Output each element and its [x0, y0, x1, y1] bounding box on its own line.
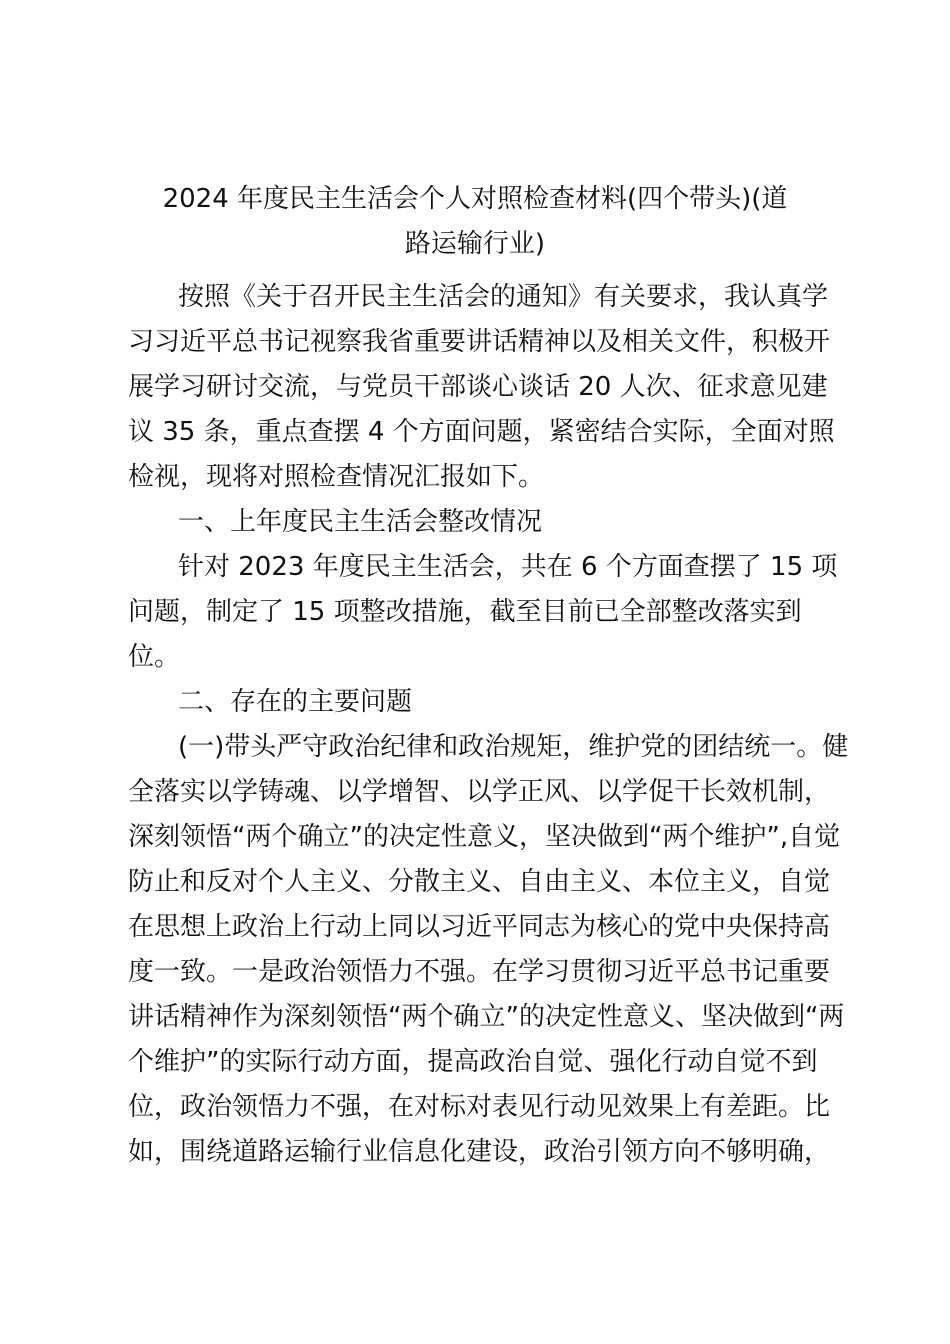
intro-paragraph-line-5: 检视，现将对照检查情况汇报如下。	[128, 462, 545, 492]
document-title-line-2: 路运输行业)	[404, 229, 546, 259]
document-title-line-1: 2024 年度民主生活会个人对照检查材料(四个带头)(道	[162, 184, 788, 214]
section-2-line-4: 防止和反对个人主义、分散主义、自由主义、本位主义，自觉	[128, 867, 831, 897]
section-1-line-2: 问题，制定了 15 项整改措施，截至目前已全部整改落实到	[128, 597, 802, 627]
intro-paragraph-line-3: 展学习研讨交流，与党员干部谈心谈话 20 人次、征求意见建	[128, 372, 828, 402]
section-1-heading: 一、上年度民主生活会整改情况	[178, 507, 543, 537]
section-2-line-10: 如，围绕道路运输行业信息化建设，政治引领方向不够明确，	[128, 1137, 831, 1167]
section-2-heading: 二、存在的主要问题	[178, 687, 413, 717]
section-2-line-5: 在思想上政治上行动上同以习近平同志为核心的党中央保持高	[128, 912, 831, 942]
section-2-line-3: 深刻领悟“两个确立”的决定性意义，坚决做到“两个维护”,自觉	[128, 822, 841, 852]
section-1-line-1: 针对 2023 年度民主生活会，共在 6 个方面查摆了 15 项	[178, 552, 838, 582]
intro-paragraph-line-1: 按照《关于召开民主生活会的通知》有关要求，我认真学	[178, 282, 829, 312]
section-2-line-8: 个维护”的实际行动方面，提高政治自觉、强化行动自觉不到	[128, 1047, 818, 1077]
section-1-line-3: 位。	[128, 642, 181, 672]
section-2-line-9: 位，政治领悟力不强，在对标对表见行动见效果上有差距。比	[128, 1092, 831, 1122]
intro-paragraph-line-2: 习习近平总书记视察我省重要讲话精神以及相关文件，积极开	[128, 327, 831, 357]
section-2-line-1: (一)带头严守政治纪律和政治规矩，维护党的团结统一。健	[178, 732, 849, 762]
section-2-line-2: 全落实以学铸魂、以学增智、以学正风、以学促干长效机制，	[128, 777, 831, 807]
section-2-line-6: 度一致。一是政治领悟力不强。在学习贯彻习近平总书记重要	[128, 957, 831, 987]
intro-paragraph-line-4: 议 35 条，重点查摆 4 个方面问题，紧密结合实际，全面对照	[128, 417, 835, 447]
section-2-line-7: 讲话精神作为深刻领悟“两个确立”的决定性意义、坚决做到“两	[128, 1002, 845, 1032]
